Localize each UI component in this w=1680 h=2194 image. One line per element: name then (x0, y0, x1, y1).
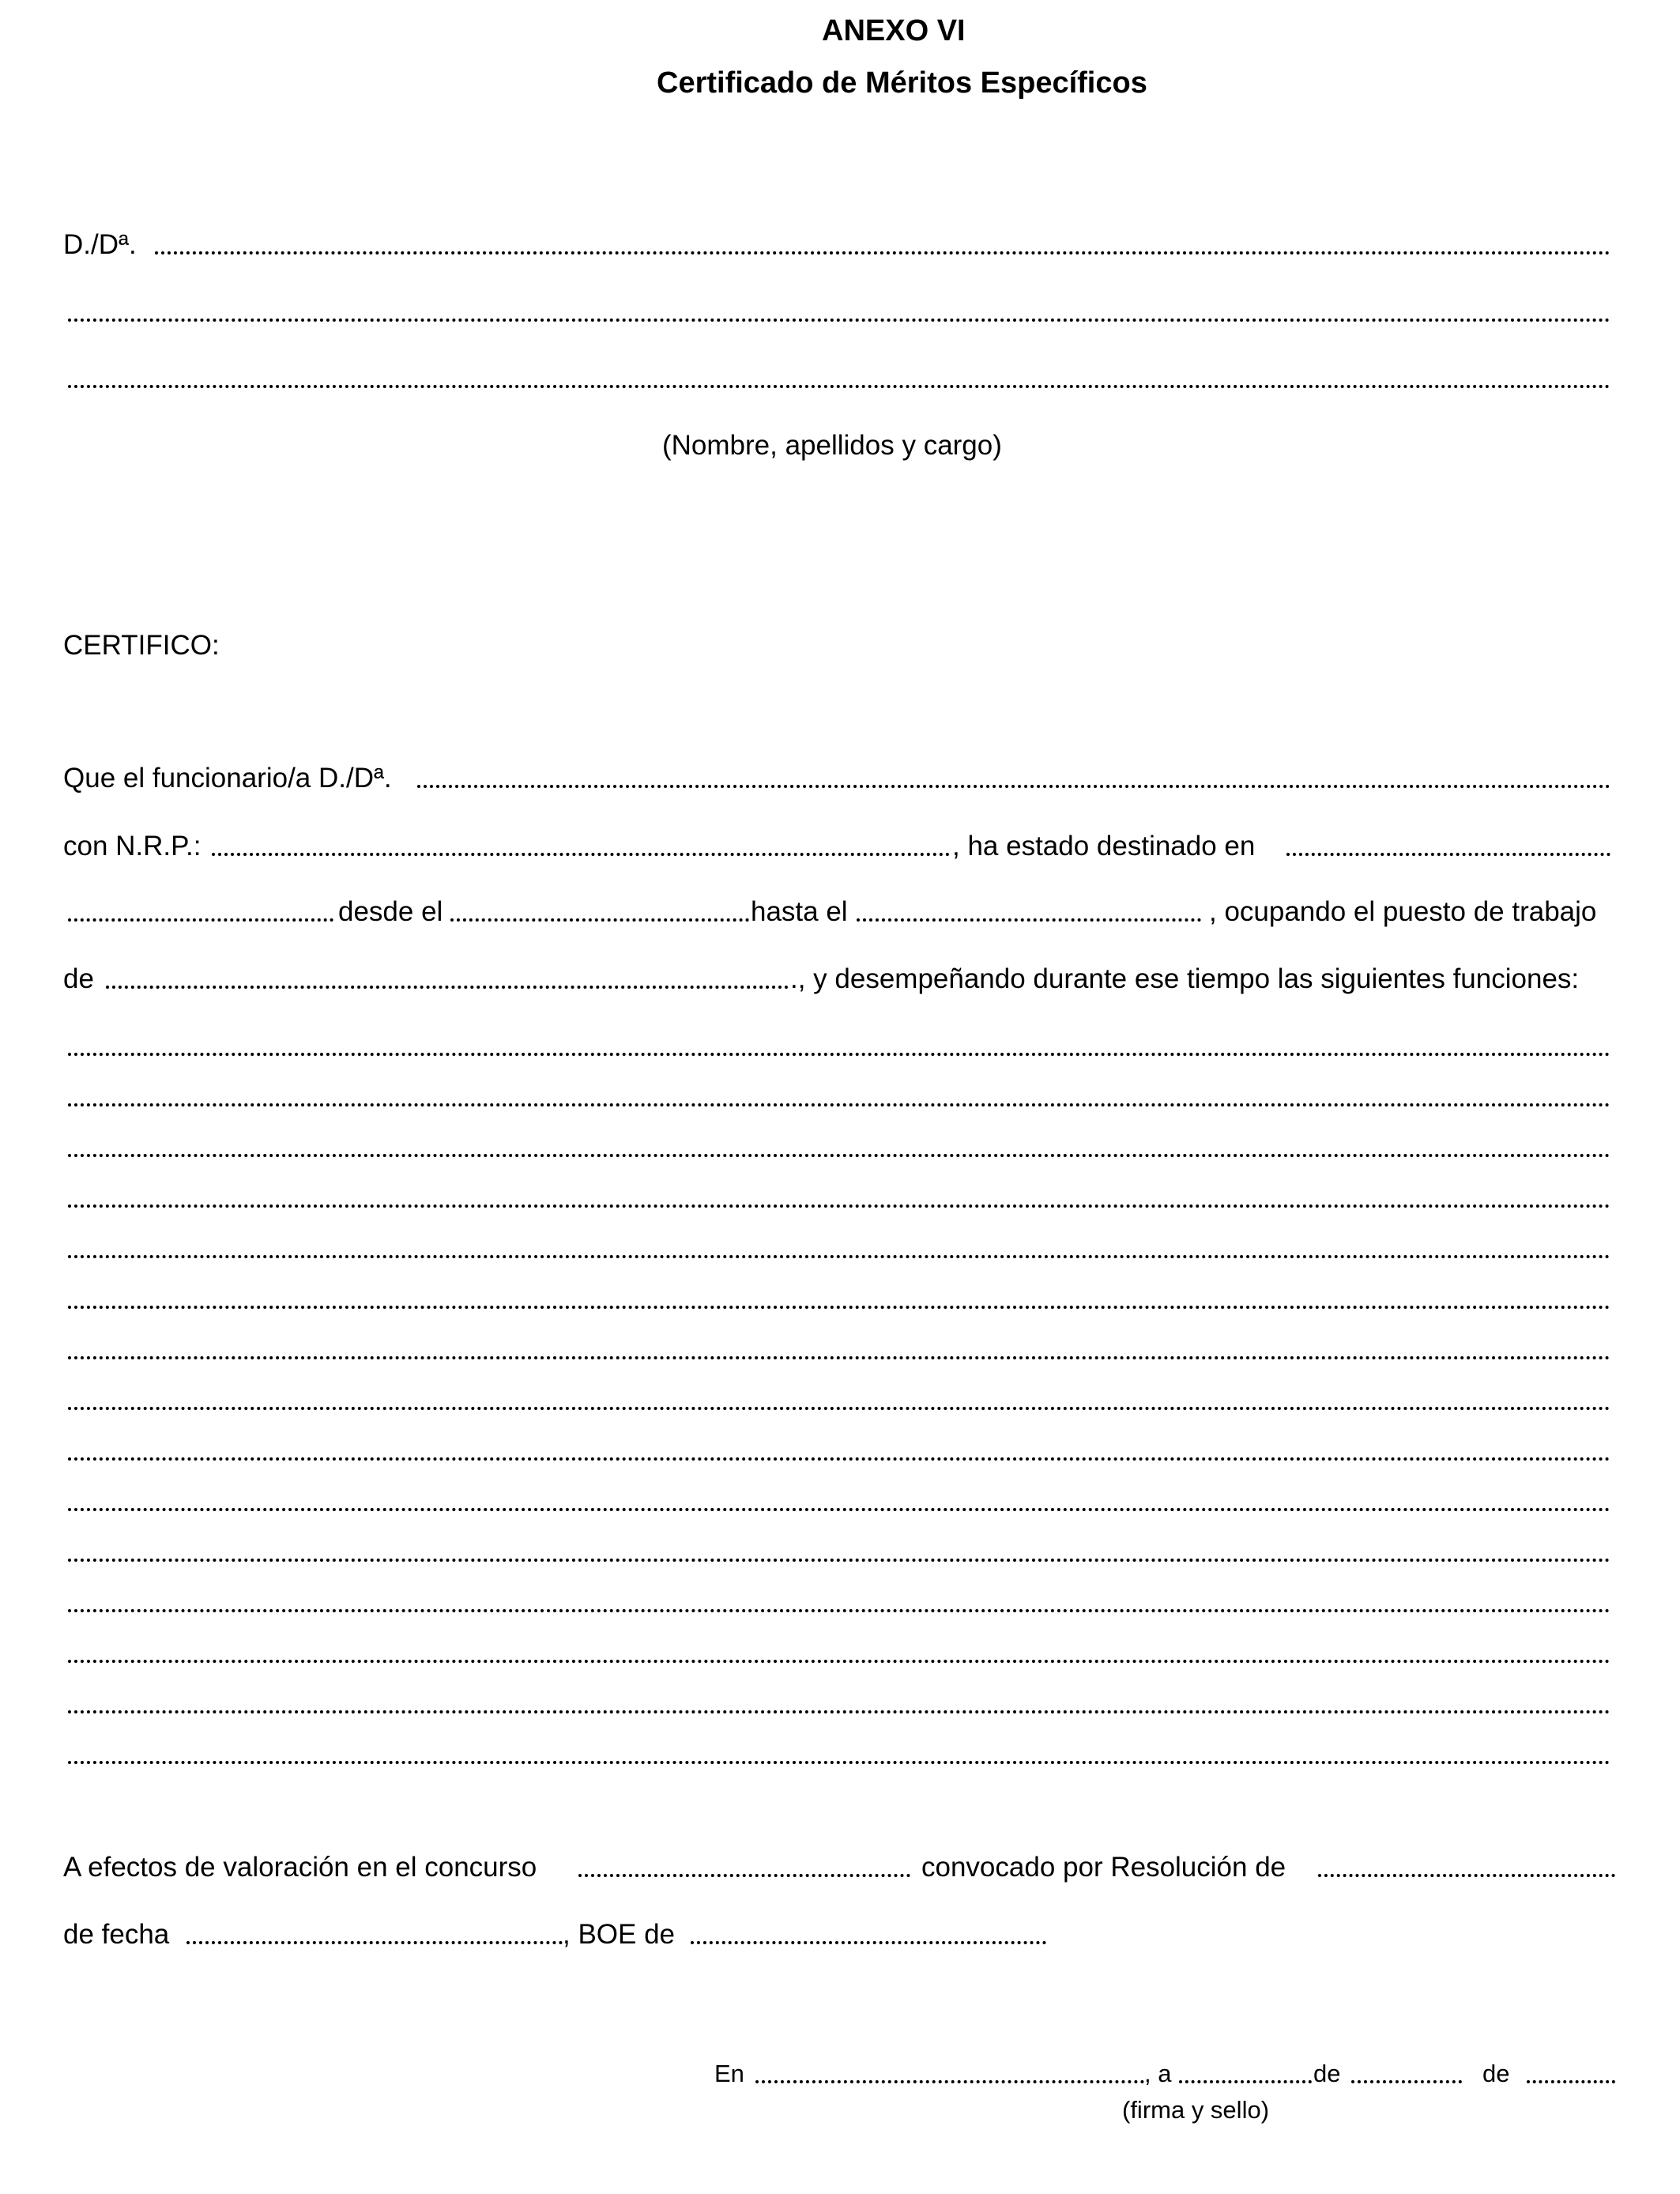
year-field[interactable] (1527, 2080, 1615, 2083)
functions-line[interactable] (68, 1710, 1610, 1713)
functions-line[interactable] (68, 1204, 1610, 1208)
destination-label: , ha estado destinado en (952, 831, 1256, 861)
destination-field-part-1[interactable] (1286, 853, 1610, 856)
functions-intro-label: ., y desempeñando durante ese tiempo las siguientes funciones: (790, 963, 1580, 994)
day-field[interactable] (1179, 2080, 1312, 2083)
place-label: En (714, 2060, 744, 2087)
name-prefix-label: D./Dª. (63, 229, 137, 260)
nrp-label: con N.R.P.: (63, 831, 202, 861)
name-field-line-3[interactable] (68, 385, 1610, 388)
name-field-line-2[interactable] (68, 319, 1610, 322)
to-date-field[interactable] (857, 918, 1201, 922)
month-field[interactable] (1351, 2080, 1462, 2083)
certifico-heading: CERTIFICO: (63, 630, 220, 661)
date-label: de fecha (63, 1919, 170, 1950)
name-field-caption: (Nombre, apellidos y cargo) (662, 430, 1002, 461)
year-label: de (1482, 2060, 1510, 2087)
signature-caption: (firma y sello) (1122, 2096, 1270, 2124)
functions-line[interactable] (68, 1457, 1610, 1461)
name-field-line-1[interactable] (155, 251, 1610, 254)
official-name-field[interactable] (417, 785, 1610, 788)
functions-line[interactable] (68, 1609, 1610, 1612)
functions-line[interactable] (68, 1508, 1610, 1511)
boe-label: , BOE de (563, 1919, 676, 1950)
resolution-label: convocado por Resolución de (921, 1852, 1286, 1883)
functions-line[interactable] (68, 1154, 1610, 1157)
annex-heading: ANEXO VI (822, 14, 966, 47)
functions-line[interactable] (68, 1559, 1610, 1562)
job-position-field[interactable] (106, 986, 789, 989)
official-name-label: Que el funcionario/a D./Dª. (63, 763, 392, 794)
functions-line[interactable] (68, 1356, 1610, 1359)
boe-field[interactable] (691, 1941, 1046, 1944)
to-date-label: hasta el (751, 896, 848, 927)
job-position-prefix: de (63, 963, 94, 994)
functions-line[interactable] (68, 1255, 1610, 1258)
day-label: , a (1144, 2060, 1172, 2087)
nrp-field[interactable] (212, 853, 950, 856)
date-field[interactable] (186, 1941, 563, 1944)
month-label: de (1313, 2060, 1341, 2087)
from-date-field[interactable] (450, 918, 749, 922)
functions-line[interactable] (68, 1053, 1610, 1056)
contest-label: A efectos de valoración en el concurso (63, 1852, 537, 1883)
functions-line[interactable] (68, 1407, 1610, 1410)
place-field[interactable] (755, 2080, 1144, 2083)
contest-field[interactable] (578, 1874, 910, 1877)
job-position-label: , ocupando el puesto de trabajo (1209, 896, 1597, 927)
document-title: Certificado de Méritos Específicos (657, 66, 1147, 100)
resolution-field[interactable] (1318, 1874, 1615, 1877)
functions-line[interactable] (68, 1761, 1610, 1764)
functions-line[interactable] (68, 1660, 1610, 1663)
destination-field-part-2[interactable] (68, 918, 333, 922)
functions-line[interactable] (68, 1103, 1610, 1106)
functions-line[interactable] (68, 1306, 1610, 1309)
from-date-label: desde el (338, 896, 443, 927)
